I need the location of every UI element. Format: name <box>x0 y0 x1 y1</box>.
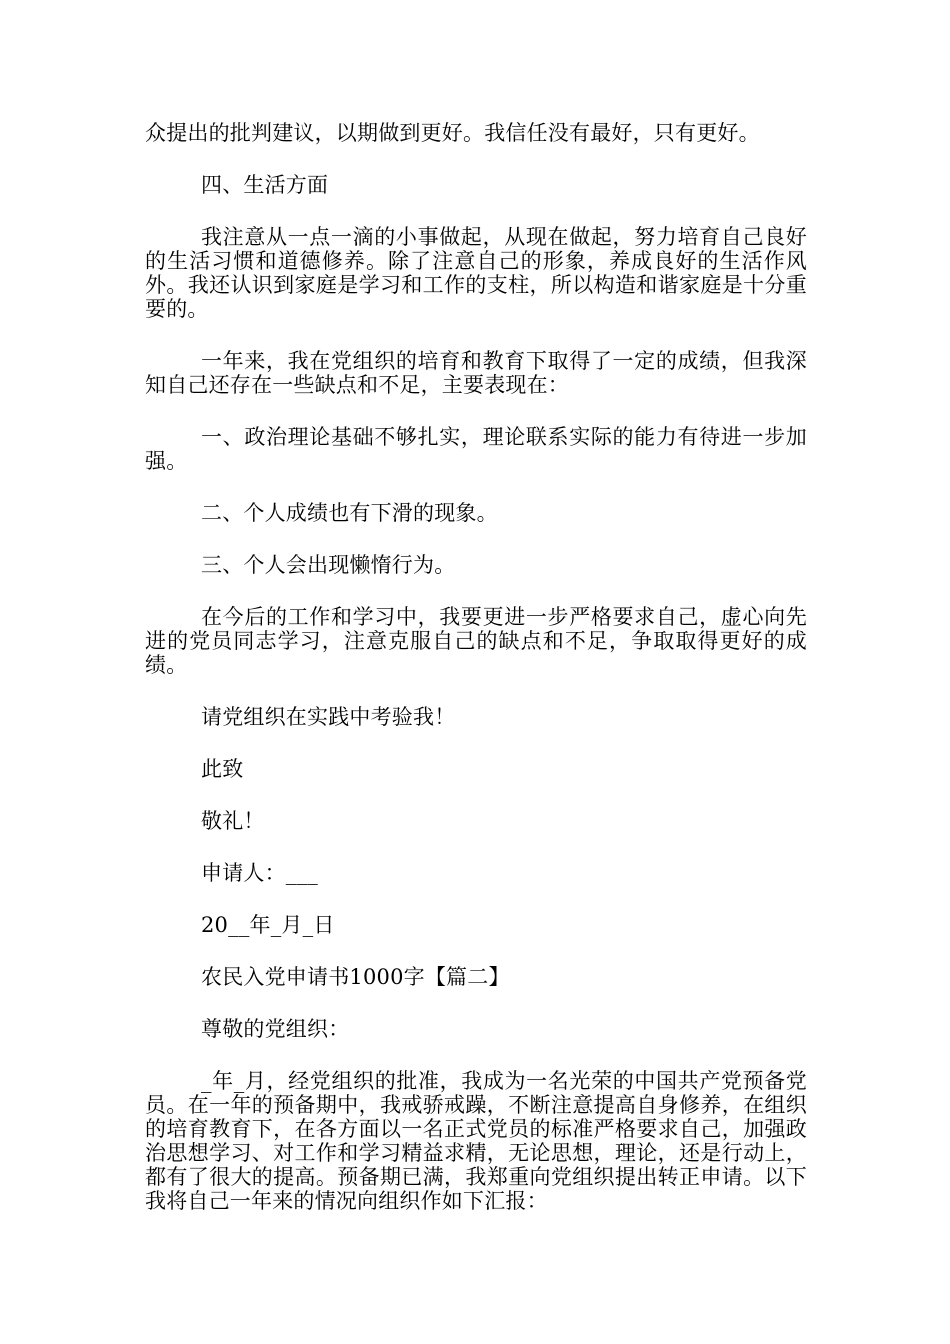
paragraph-continuation: 众提出的批判建议，以期做到更好。我信任没有最好，只有更好。 <box>145 121 760 145</box>
closing-salutation: 此致 <box>201 757 244 781</box>
date-line: 20__年_月_日 <box>201 913 335 937</box>
section-title-part-two: 农民入党申请书1000字【篇二】 <box>201 965 510 989</box>
paragraph-summary: 一年来，我在党组织的培育和教育下取得了一定的成绩，但我深知自己还存在一些缺点和不足，主要表现在： <box>145 349 807 397</box>
paragraph-request: 请党组织在实践中考验我！ <box>201 705 456 729</box>
applicant-line: 申请人：___ <box>201 861 318 885</box>
shortcoming-2: 二、个人成绩也有下滑的现象。 <box>201 501 498 525</box>
paragraph-life: 我注意从一点一滴的小事做起，从现在做起，努力培育自己良好的生活习惯和道德修养。除了注意自己的形象，养成良好的生活作风外。我还认识到家庭是学习和工作的支柱，所以构造和谐家庭是十分重要的。 <box>145 225 807 321</box>
paragraph-future: 在今后的工作和学习中，我要更进一步严格要求自己，虚心向先进的党员同志学习，注意克服自己的缺点和不足，争取取得更好的成绩。 <box>145 605 807 677</box>
document-page <box>145 121 807 1213</box>
greeting: 尊敬的党组织： <box>201 1017 350 1041</box>
section-heading-life: 四、生活方面 <box>201 173 329 197</box>
shortcoming-1: 一、政治理论基础不够扎实，理论联系实际的能力有待进一步加强。 <box>145 425 807 473</box>
closing-regards: 敬礼！ <box>201 809 265 833</box>
shortcoming-3: 三、个人会出现懒惰行为。 <box>201 553 456 577</box>
paragraph-probation: _年_月，经党组织的批准，我成为一名光荣的中国共产党预备党员。在一年的预备期中，我戒骄戒躁，不断注意提高自身修养，在组织的培育教育下，在各方面以一名正式党员的标准严格要求自己，加强政治思想学习、对工作和学习精益求精，无论思想，理论，还是行动上，都有了很大的提高。预备期已满，我郑重向党组织提出转正申请。以下我将自己一年来的情况向组织作如下汇报： <box>145 1069 807 1213</box>
